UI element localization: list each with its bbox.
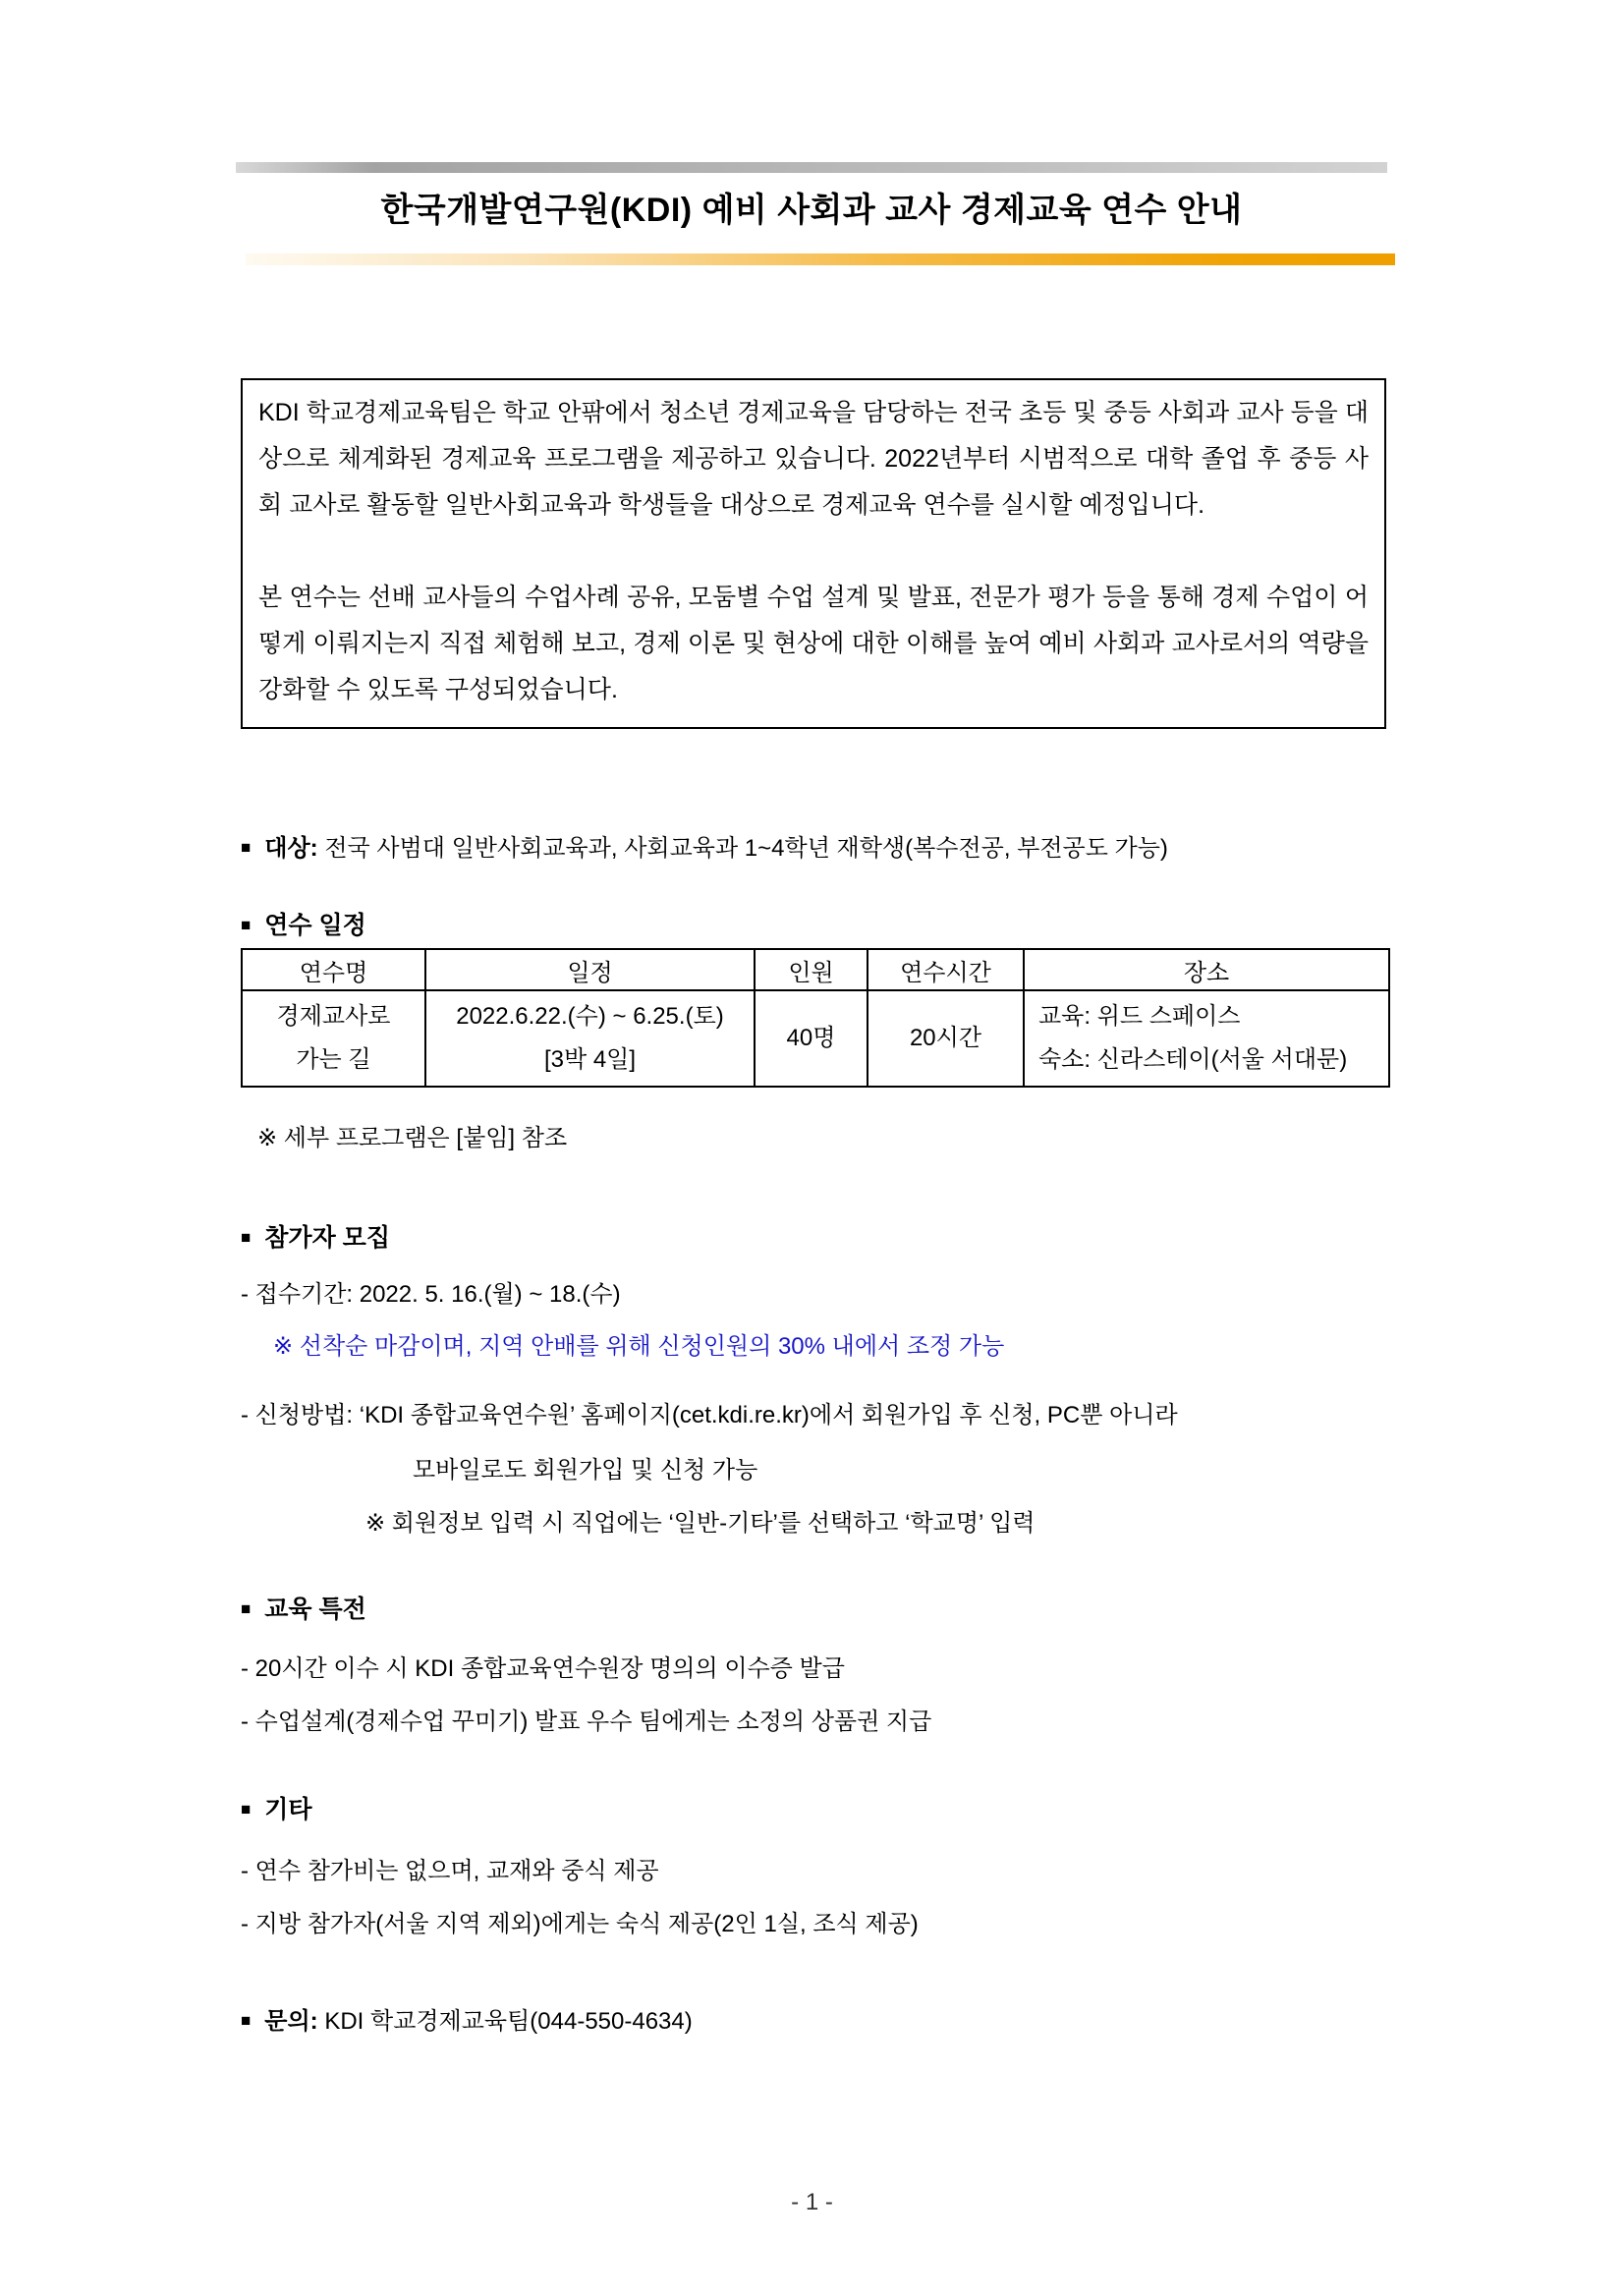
section-heading-benefits (241, 1590, 366, 1625)
etc-heading-label: 기타 (264, 1796, 312, 1823)
benefits-heading-label: 교육 특전 (264, 1596, 366, 1623)
target-line (241, 828, 1168, 863)
benefits-item-1: - 20시간 이수 시 KDI 종합교육연수원장 명의의 이수증 발급 (241, 1655, 845, 1682)
dates-line1: 2022.6.22.(수) ~ 6.25.(토) (456, 1003, 724, 1030)
section-heading-etc (241, 1790, 312, 1825)
place-line1: 교육: 위드 스페이스 (1038, 1003, 1241, 1030)
schedule-heading-label: 연수 일정 (264, 912, 366, 939)
schedule-table (241, 948, 1390, 1088)
intro-box (241, 378, 1386, 729)
recruit-period-line: - 접수기간: 2022. 5. 16.(월) ~ 18.(수) (241, 1281, 621, 1308)
title-top-accent-bar (236, 162, 1387, 173)
cell-place (1024, 990, 1389, 1087)
schedule-table-row (242, 990, 1389, 1087)
col-header-dates: 일정 (425, 949, 755, 990)
recruit-apply-note: ※ 회원정보 입력 시 직업에는 ‘일반-기타’를 선택하고 ‘학교명’ 입력 (365, 1510, 1036, 1537)
col-header-course-name: 연수명 (242, 949, 425, 990)
recruit-heading-label: 참가자 모집 (264, 1224, 390, 1252)
place-line2: 숙소: 신라스테이(서울 서대문) (1038, 1046, 1348, 1073)
col-header-capacity: 인원 (755, 949, 868, 990)
contact-text: KDI 학교경제교육팀(044-550-4634) (324, 2008, 693, 2035)
recruit-apply-line-1: - 신청방법: ‘KDI 종합교육연수원’ 홈페이지(cet.kdi.re.kr)에서 회원가입 후 신청, PC뿐 아니라 (241, 1402, 1178, 1428)
benefits-item-2: - 수업설계(경제수업 꾸미기) 발표 우수 팀에게는 소정의 상품권 지급 (241, 1708, 932, 1735)
cell-hours: 20시간 (868, 990, 1024, 1087)
target-label: 대상: (264, 835, 318, 862)
cell-capacity: 40명 (755, 990, 868, 1087)
square-bullet-icon: ■ (241, 838, 252, 857)
col-header-hours: 연수시간 (868, 949, 1024, 990)
intro-paragraph-spacer (258, 529, 1369, 575)
contact-label: 문의: (264, 2008, 318, 2035)
square-bullet-icon: ■ (241, 916, 252, 934)
col-header-place: 장소 (1024, 949, 1389, 990)
page-number: - 1 - (791, 2189, 833, 2215)
square-bullet-icon: ■ (241, 1599, 252, 1618)
recruit-priority-note: ※ 선착순 마감이며, 지역 안배를 위해 신청인원의 30% 내에서 조정 가능 (273, 1333, 1005, 1360)
course-name-line2: 가는 길 (296, 1046, 371, 1073)
course-name-line1: 경제교사로 (276, 1003, 391, 1030)
square-bullet-icon: ■ (241, 1800, 252, 1819)
section-heading-schedule (241, 906, 366, 941)
target-text: 전국 사범대 일반사회교육과, 사회교육과 1~4학년 재학생(복수전공, 부전공도 가능) (324, 835, 1168, 862)
intro-paragraph-2: 본 연수는 선배 교사들의 수업사례 공유, 모둠별 수업 설계 및 발표, 전문가 평가 등을 통해 경제 수업이 어떻게 이뤄지는지 직접 체험해 보고, 경제 이론 및 현상에 대한 이해를 높여 예비 사회과 교사로서의 역량을 강화할 수 있도록 구성되었습니다. (258, 584, 1369, 703)
cell-course-name (242, 990, 425, 1087)
cell-dates (425, 990, 755, 1087)
square-bullet-icon: ■ (241, 1228, 252, 1247)
schedule-table-header-row (242, 949, 1389, 990)
etc-item-2: - 지방 참가자(서울 지역 제외)에게는 숙식 제공(2인 1실, 조식 제공) (241, 1911, 919, 1937)
schedule-note: ※ 세부 프로그램은 [붙임] 참조 (257, 1125, 568, 1151)
contact-line (241, 2001, 693, 2036)
intro-paragraph-1: KDI 학교경제교육팀은 학교 안팎에서 청소년 경제교육을 담당하는 전국 초등 및 중등 사회과 교사 등을 대상으로 체계화된 경제교육 프로그램을 제공하고 있습니다. 2022년부터 시범적으로 대학 졸업 후 중등 사회 교사로 활동할 일반사회교육과 학생들을 대상으로 경제교육 연수를 실시할 예정입니다. (258, 399, 1369, 519)
page-title: 한국개발연구원(KDI) 예비 사회과 교사 경제교육 연수 안내 (380, 192, 1243, 229)
square-bullet-icon: ■ (241, 2011, 252, 2030)
recruit-apply-line-2: 모바일로도 회원가입 및 신청 가능 (413, 1457, 758, 1484)
dates-line2: [3박 4일] (543, 1046, 637, 1073)
title-bottom-accent-bar (246, 253, 1395, 265)
section-heading-recruit (241, 1218, 390, 1254)
etc-item-1: - 연수 참가비는 없으며, 교재와 중식 제공 (241, 1858, 659, 1884)
